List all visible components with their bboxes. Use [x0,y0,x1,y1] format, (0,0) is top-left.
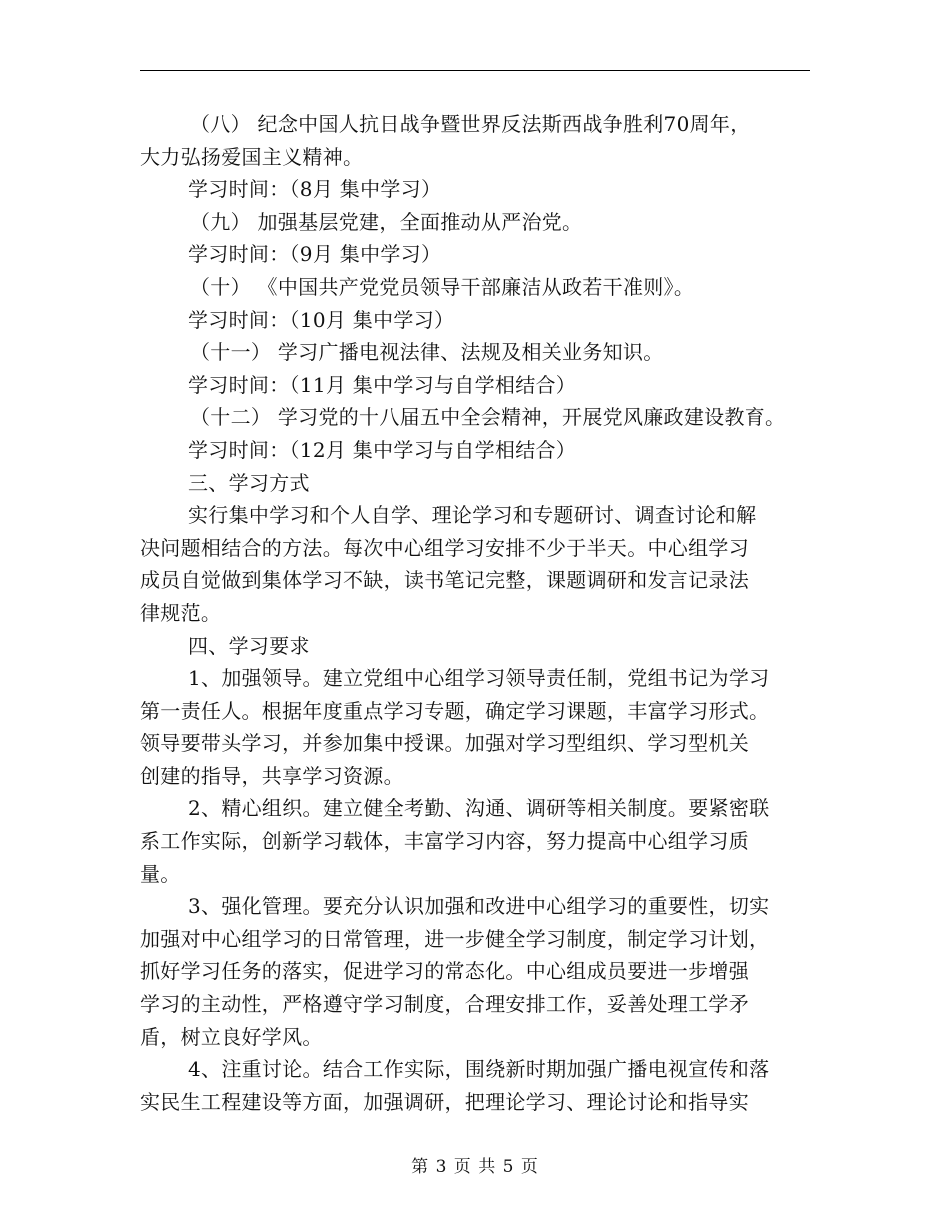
paragraph-line: 决问题相结合的方法。每次中心组学习安排不少于半天。中心组学习 [140,535,749,560]
paragraph-line: 创建的指导，共享学习资源。 [140,763,404,788]
paragraph-line: 大力弘扬爱国主义精神。 [140,144,364,169]
section-heading-8: （八） 纪念中国人抗日战争暨世界反法斯西战争胜利70周年， [190,112,751,136]
section-heading-11: （十一） 学习广播电视法律、法规及相关业务知识。 [190,340,664,365]
paragraph-line: 成员自觉做到集体学习不缺，读书笔记完整，课题调研和发言记录法 [140,568,749,593]
study-time-line: 学习时间：（12月 集中学习与自学相结合） [188,437,577,462]
section-title-study-method: 三、学习方式 [188,470,310,495]
paragraph-line: 律规范。 [140,600,222,625]
paragraph-line: 实民生工程建设等方面，加强调研，把理论学习、理论讨论和指导实 [140,1089,749,1114]
paragraph-line: 量。 [140,861,181,886]
paragraph-line: 加强对中心组学习的日常管理，进一步健全学习制度，制定学习计划， [140,926,770,951]
section-heading-10: （十） 《中国共产党党员领导干部廉洁从政若干准则》。 [190,274,695,299]
paragraph-line: 实行集中学习和个人自学、理论学习和专题研讨、调查讨论和解 [188,503,757,528]
document-body [140,108,820,1118]
section-heading-12: （十二） 学习党的十八届五中全会精神，开展党风廉政建设教育。 [190,405,786,430]
paragraph-line: 4、注重讨论。结合工作实际，围绕新时期加强广播电视宣传和落 [188,1057,770,1082]
study-time-line: 学习时间：（10月 集中学习） [188,307,455,332]
paragraph-line: 领导要带头学习，并参加集中授课。加强对学习型组织、学习型机关 [140,731,749,756]
paragraph-line: 2、精心组织。建立健全考勤、沟通、调研等相关制度。要紧密联 [188,796,770,821]
study-time-line: 学习时间：（11月 集中学习与自学相结合） [188,372,577,397]
header-rule [140,70,810,71]
section-heading-9: （九） 加强基层党建，全面推动从严治党。 [190,209,583,234]
study-time-line: 学习时间：（9月 集中学习） [188,242,442,267]
paragraph-line: 学习的主动性，严格遵守学习制度，合理安排工作，妥善处理工学矛 [140,992,749,1017]
paragraph-line: 盾，树立良好学风。 [140,1024,323,1049]
paragraph-line: 系工作实际，创新学习载体，丰富学习内容，努力提高中心组学习质 [140,829,749,854]
paragraph-line: 3、强化管理。要充分认识加强和改进中心组学习的重要性，切实 [188,894,770,919]
paragraph-line: 第一责任人。根据年度重点学习专题，确定学习课题，丰富学习形式。 [140,698,770,723]
paragraph-line: 1、加强领导。建立党组中心组学习领导责任制，党组书记为学习 [188,666,770,691]
paragraph-line: 抓好学习任务的落实，促进学习的常态化。中心组成员要进一步增强 [140,959,749,984]
section-title-study-requirements: 四、学习要求 [188,633,310,658]
study-time-line: 学习时间：（8月 集中学习） [188,177,442,202]
page-number: 第 3 页 共 5 页 [411,1157,539,1177]
